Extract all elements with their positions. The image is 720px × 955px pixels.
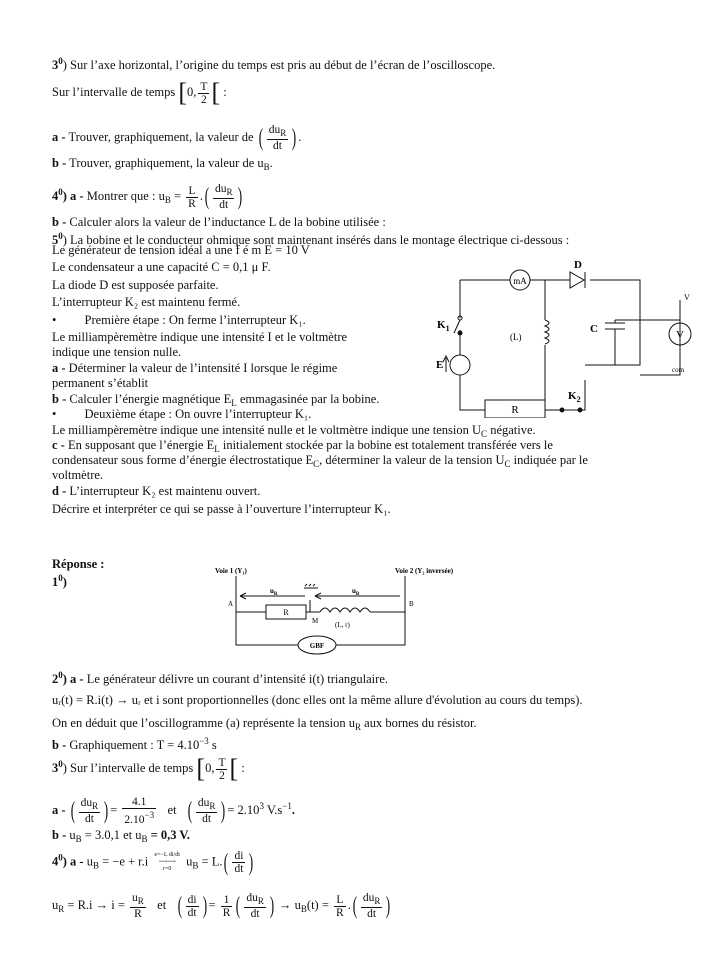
a2-eq: uᵣ(t) = R.i(t) → uᵣ et i sont proportionnelles (donc elles ont la même allure d'évolution au cours du temps). [52, 693, 583, 707]
ground-icon [304, 584, 318, 588]
label-GBF: GBF [309, 642, 325, 650]
circuit-diagram-oscilloscope [210, 560, 470, 665]
label-Lr: (L, r) [335, 621, 350, 629]
label-uB: $u_B$ [352, 587, 360, 597]
q5-qd-2: Décrire et interpréter ce qui se passe à l’ouverture l’interrupteur K₁. [52, 502, 391, 516]
circuit-diagram-rlc [430, 258, 700, 418]
q3-b: b - Trouver, graphiquement, la valeur de $u_B$. [52, 156, 273, 172]
q5-qa-2: permanent s’établit [52, 376, 149, 390]
q5-intro: $5^0$) La bobine et le conducteur ohmique sont maintenant insérés dans le montage électrique ci-dessous : [52, 231, 570, 247]
a2-a: $2^0$) a - Le générateur délivre un courant d’intensité i(t) triangulaire. [52, 670, 388, 686]
q5-line-2: La diode D est supposée parfaite. [52, 278, 219, 292]
q5-qc: c - En supposant que l’énergie $E_L$ initialement stockée par la bobine est totalement transférée vers le [52, 438, 553, 454]
generator-E [443, 355, 470, 375]
q5-qc-3: voltmètre. [52, 468, 104, 482]
q3-title: $3^0$) Sur l’axe horizontal, l’origine du temps est pris au début de l’écran de l’oscilloscope. [52, 56, 496, 72]
label-E: E [436, 359, 444, 371]
q3-interval: Sur l’intervalle de temps [0, $\frac{T}{2}$ [ : [52, 78, 227, 107]
inductor-Lr [320, 608, 370, 612]
diode-D [570, 272, 585, 288]
q5-qa: a - Déterminer la valeur de l’intensité I lorsque le régime [52, 361, 338, 375]
label-K2: $K_2$ [568, 390, 581, 404]
capacitor-C [605, 320, 625, 365]
q5-step2: • Deuxième étape : On ouvre l’interrupteur K₁. [52, 407, 312, 421]
a3-title: $3^0$) Sur l’intervalle de temps [0, $\frac{T}{2}$ [ : [52, 754, 245, 783]
label-K1: $K_1$ [437, 319, 450, 333]
q3-a: a - Trouver, graphiquement, la valeur de ( $\frac{du_R}{dt}$ ) . [52, 124, 302, 152]
q5-step2-text: Le milliampèremètre indique une intensité nulle et le voltmètre indique une tension $U_C$ négative. [52, 423, 536, 439]
label-B: B [409, 600, 414, 608]
label-A: A [228, 600, 234, 608]
answer-title: Réponse : [52, 557, 105, 571]
label-R2: R [283, 608, 289, 617]
a4-a: $4^0$) $a - u_B = -e + r.i$ e=−L di/dt ⟶⟶ r=0 $u_B = L$.( $\frac{di}{dt}$ ) [52, 849, 254, 876]
label-M: M [312, 617, 319, 625]
label-com: com [672, 366, 685, 374]
a3-a: a - ( $\frac{du_R}{dt}$ ) = $\frac{4.1}{2.10^{-3}}$ et ( $\frac{du_R}{dt}$ ) = $2.10^3$ $V.s^{-1}$. [52, 796, 295, 826]
label-mA: mA [513, 276, 527, 286]
answer-q1: $1^0$) [52, 573, 67, 589]
label-V: V [676, 329, 684, 341]
a3-b: $b - u_B = 3.0,1$ et $u_B = 0,3$ V. [52, 828, 190, 844]
q5-step1-b: indique une tension nulle. [52, 345, 182, 359]
label-V-terminal: V [684, 293, 690, 302]
label-voie2: Voie 2 (Y₂ inversée) [395, 567, 454, 575]
label-voie1: Voie 1 (Y₁) [215, 567, 247, 575]
q5-line-0: Le générateur de tension idéal a une f é m E = 10 V [52, 243, 310, 257]
label-D: D [574, 259, 582, 271]
a4-line2: $u_R = R.i \to i$ = $\frac{u_R}{R}$ et ( $\frac{di}{dt}$ ) = $\frac{1}{R}$ ( $\frac{du_R}{dt}$ ) → $u_B(t)$ = $\frac{L}{R}$ .( $\frac{du_R}{dt}$ ) [52, 892, 391, 920]
q5-line-3: L’interrupteur K₂ est maintenu fermé. [52, 295, 241, 309]
label-uR: $u_R$ [270, 587, 278, 597]
a2-b: b - Graphiquement : $T = 4.10^{-3}$ s [52, 736, 217, 752]
q5-step1-a: Le milliampèremètre indique une intensité I et le voltmètre [52, 330, 348, 344]
q5-qd: d - L’interrupteur K₂ est maintenu ouvert. [52, 484, 261, 498]
switch-K2 [560, 408, 582, 412]
q5-line-1: Le condensateur a une capacité C = 0,1 μ F. [52, 260, 271, 274]
q5-qb: b - Calculer l’énergie magnétique $E_L$ emmagasinée par la bobine. [52, 392, 380, 408]
a2-deduce: On en déduit que l’oscillogramme (a) représente la tension $u_R$ aux bornes du résistor. [52, 716, 477, 732]
label-C: C [590, 323, 598, 335]
label-L: (L) [510, 332, 522, 342]
q4-b: b - Calculer alors la valeur de l’inductance L de la bobine utilisée : [52, 215, 386, 229]
inductor-L [545, 320, 549, 344]
switch-K1 [454, 316, 462, 335]
q4-a: $4^0$) a - Montrer que : $u_B$ = $\frac{L}{R}$ .( $\frac{du_R}{dt}$ ) [52, 183, 243, 211]
q5-step1: • Première étape : On ferme l’interrupteur K₁. [52, 313, 306, 327]
q5-qc-2: condensateur sous forme d’énergie électrostatique $E_C$, déterminer la valeur de la tension $U_C$ indiquée par le [52, 453, 588, 469]
label-R: R [511, 404, 519, 416]
